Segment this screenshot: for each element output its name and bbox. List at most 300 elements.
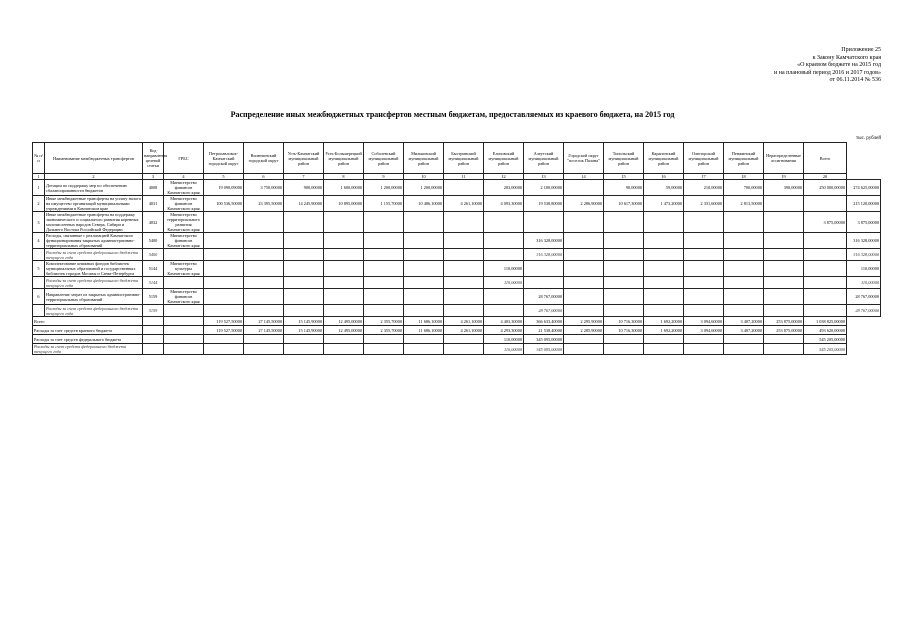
column-index: 17 — [684, 174, 724, 180]
row-value — [204, 249, 244, 261]
annex-line-2: к Закону Камчатского края — [812, 54, 881, 61]
row-value — [484, 212, 524, 233]
row-value — [324, 277, 364, 289]
summary-code — [143, 344, 164, 355]
summary-row — [33, 326, 881, 335]
row-value — [204, 289, 244, 305]
row-name: Направление затрат из закрытых административно-территориальных образований — [45, 289, 143, 305]
row-code: 5144 — [143, 261, 164, 277]
row-value: 1 473,20000 — [644, 196, 684, 212]
row-code: 5400 — [143, 233, 164, 249]
row-value — [724, 212, 764, 233]
column-header: Петропавловск-Камчатский городской округ — [204, 143, 244, 174]
row-value — [364, 277, 404, 289]
row-value — [244, 233, 284, 249]
row-value — [244, 277, 284, 289]
row-number — [33, 249, 45, 261]
summary-value: 3 407,20000 — [724, 317, 764, 326]
summary-value: 366 633,40000 — [524, 317, 564, 326]
row-value — [804, 249, 847, 261]
row-number — [33, 305, 45, 317]
row-value: 110,00000 — [484, 261, 524, 277]
summary-value: 2 355,70000 — [364, 317, 404, 326]
row-value — [564, 212, 604, 233]
row-value — [764, 233, 804, 249]
row-value: 1 155,70000 — [364, 196, 404, 212]
column-header: Алеутский муниципальный район — [524, 143, 564, 174]
summary-grbs — [164, 335, 204, 344]
summary-value — [564, 335, 604, 344]
row-value — [764, 196, 804, 212]
row-number: 6 — [33, 289, 45, 305]
column-header: Наименование межбюджетных трансфертов — [45, 143, 143, 174]
row-value — [444, 212, 484, 233]
row-value — [244, 305, 284, 317]
row-value: 110,00000 — [484, 277, 524, 289]
column-header: Тигильский муниципальный район — [604, 143, 644, 174]
column-index: 2 — [45, 174, 143, 180]
row-value — [764, 249, 804, 261]
row-grbs: Министерство финансов Камчатского края — [164, 233, 204, 249]
row-value — [644, 212, 684, 233]
row-value — [564, 249, 604, 261]
row-value — [284, 233, 324, 249]
column-header: Пенжинский муниципальный район — [724, 143, 764, 174]
row-grbs — [164, 305, 204, 317]
row-value — [364, 289, 404, 305]
table-subrow — [33, 249, 881, 261]
summary-value: 110,00000 — [484, 335, 524, 344]
annex-line-5: от 06.11.2014 № 536 — [829, 77, 881, 84]
row-value — [204, 305, 244, 317]
row-number: 2 — [33, 196, 45, 212]
row-value — [724, 261, 764, 277]
summary-value: 21 538,40000 — [524, 326, 564, 335]
table-row — [33, 212, 881, 233]
row-value — [684, 289, 724, 305]
column-index: 20 — [804, 174, 847, 180]
row-value — [204, 261, 244, 277]
summary-value — [284, 344, 324, 355]
row-value: 1 200,00000 — [364, 180, 404, 196]
summary-value — [644, 344, 684, 355]
row-grbs: Министерство культуры Камчатского края — [164, 261, 204, 277]
row-value — [604, 212, 644, 233]
row-value — [764, 212, 804, 233]
row-value — [724, 233, 764, 249]
row-value — [244, 289, 284, 305]
column-index: 14 — [564, 174, 604, 180]
row-value: 10 895,00000 — [324, 196, 364, 212]
row-value — [644, 277, 684, 289]
summary-value: 10 716,30000 — [604, 326, 644, 335]
summary-value: 4 403,30000 — [484, 317, 524, 326]
summary-value: 493 620,00000 — [804, 326, 847, 335]
row-value: 390,00000 — [764, 180, 804, 196]
row-value: 250 000,00000 — [804, 180, 847, 196]
summary-label: Расходы за счет средств федерального бюджета — [33, 335, 143, 344]
row-value — [524, 277, 564, 289]
row-code: 5144 — [143, 277, 164, 289]
column-header: Карагинский муниципальный район — [644, 143, 684, 174]
summary-value — [324, 335, 364, 344]
summary-value: 15 145,90000 — [284, 317, 324, 326]
row-value — [684, 233, 724, 249]
summary-value — [204, 335, 244, 344]
column-index: 18 — [724, 174, 764, 180]
column-index: 9 — [364, 174, 404, 180]
row-value: 1 200,00000 — [404, 180, 444, 196]
row-value — [364, 261, 404, 277]
row-value — [764, 277, 804, 289]
row-value — [244, 261, 284, 277]
row-value — [244, 249, 284, 261]
column-index: 3 — [143, 174, 164, 180]
column-index: 8 — [324, 174, 364, 180]
row-value — [684, 305, 724, 317]
table-header-row — [33, 143, 881, 174]
row-value — [324, 305, 364, 317]
summary-value — [764, 344, 804, 355]
summary-value: 15 145,90000 — [284, 326, 324, 335]
row-value — [324, 289, 364, 305]
summary-value: 545 205,00000 — [804, 344, 847, 355]
row-value — [404, 277, 444, 289]
summary-value: 1 692,20000 — [644, 326, 684, 335]
summary-label: Всего — [33, 317, 143, 326]
column-index: 12 — [484, 174, 524, 180]
row-value: 2 100,00000 — [524, 180, 564, 196]
row-value: 900,00000 — [284, 180, 324, 196]
row-value: 210,00000 — [684, 180, 724, 196]
row-value: 10 617,30000 — [604, 196, 644, 212]
summary-value: 253 875,00000 — [764, 317, 804, 326]
row-value — [404, 249, 444, 261]
summary-value — [724, 335, 764, 344]
summary-value: 110,00000 — [484, 344, 524, 355]
row-value — [204, 212, 244, 233]
table-subrow — [33, 277, 881, 289]
row-value — [564, 180, 604, 196]
row-value — [604, 277, 644, 289]
row-name: Расходы за счет средств федерального бюджета текущего года — [45, 305, 143, 317]
row-value — [644, 249, 684, 261]
row-value: 19 090,09000 — [204, 180, 244, 196]
summary-value: 545 205,00000 — [804, 335, 847, 344]
row-grbs: Министерство финансов Камчатского края — [164, 180, 204, 196]
row-grbs — [164, 249, 204, 261]
row-name: Иные межбюджетные трансферты на уплату налога на имущество организаций муниципальными учреждениями в Камчатском крае — [46, 196, 141, 211]
row-value: 316 328,00000 — [524, 249, 564, 261]
row-value — [444, 233, 484, 249]
table-body — [33, 180, 881, 355]
summary-value: 119 527,50000 — [204, 326, 244, 335]
row-number: 1 — [33, 180, 45, 196]
row-value — [484, 249, 524, 261]
row-total-value: 110,00000 — [847, 261, 881, 277]
summary-code — [143, 317, 164, 326]
row-value — [324, 249, 364, 261]
summary-row — [33, 344, 881, 355]
row-value — [404, 305, 444, 317]
row-value — [204, 233, 244, 249]
summary-value: 3 407,20000 — [724, 326, 764, 335]
row-value: 90,00000 — [604, 180, 644, 196]
row-value — [564, 261, 604, 277]
row-value — [284, 212, 324, 233]
row-total-value: 3 875,00000 — [847, 212, 881, 233]
row-number: 5 — [33, 261, 45, 277]
summary-grbs — [164, 317, 204, 326]
row-value — [564, 305, 604, 317]
summary-value: 345 095,00000 — [524, 335, 564, 344]
column-header: Всего — [804, 143, 847, 174]
summary-value: 345 095,00000 — [524, 344, 564, 355]
summary-value — [604, 335, 644, 344]
row-value — [804, 233, 847, 249]
row-value — [284, 305, 324, 317]
row-code: 5159 — [143, 289, 164, 305]
row-value: 28 767,00000 — [524, 289, 564, 305]
row-total-value: 316 328,00000 — [847, 233, 881, 249]
row-name: Комплектование книжных фондов библиотек муниципальных образований и государственных библиотек городов Москвы и Санкт-Петербурга — [45, 261, 143, 277]
row-value — [724, 289, 764, 305]
row-value — [364, 212, 404, 233]
row-value — [644, 305, 684, 317]
row-value — [764, 305, 804, 317]
summary-row — [33, 317, 881, 326]
row-value — [604, 249, 644, 261]
summary-value — [684, 344, 724, 355]
table-row — [33, 233, 881, 249]
column-header: Соболевский муниципальный район — [364, 143, 404, 174]
row-value — [444, 249, 484, 261]
column-index: 19 — [764, 174, 804, 180]
row-value — [724, 249, 764, 261]
row-value — [284, 249, 324, 261]
summary-value — [644, 335, 684, 344]
row-grbs: Министерство финансов Камчатского края — [164, 196, 204, 212]
column-index: 4 — [164, 174, 204, 180]
summary-label: Расходы за счет средств краевого бюджета — [33, 326, 143, 335]
summary-value — [444, 335, 484, 344]
units-label: тыс. рублей — [856, 136, 881, 141]
table-row — [33, 196, 881, 212]
row-code: 4008 — [143, 180, 164, 196]
transfers-table — [32, 142, 881, 355]
row-value: 100 536,50000 — [204, 196, 244, 212]
row-value — [724, 305, 764, 317]
summary-value: 119 527,50000 — [204, 317, 244, 326]
row-value — [684, 277, 724, 289]
row-total-value: 110,00000 — [847, 277, 881, 289]
row-name: Дотации по поддержку мер по обеспечению сбалансированности бюджетов — [45, 180, 143, 196]
row-value: 3 875,00000 — [804, 212, 847, 233]
row-value — [444, 180, 484, 196]
column-index: 15 — [604, 174, 644, 180]
row-value — [284, 277, 324, 289]
row-value — [324, 212, 364, 233]
row-value — [524, 212, 564, 233]
row-value — [324, 233, 364, 249]
row-value — [404, 261, 444, 277]
column-header: Нераспределенные ассигнования — [764, 143, 804, 174]
summary-value: 1 692,20000 — [644, 317, 684, 326]
row-value: 2 286,90000 — [564, 196, 604, 212]
row-grbs: Министерство территориального развития Камчатского края — [164, 212, 204, 233]
row-total-value: 316 328,00000 — [847, 249, 881, 261]
row-number — [33, 277, 45, 289]
summary-value — [444, 344, 484, 355]
row-value — [404, 212, 444, 233]
summary-code — [143, 326, 164, 335]
row-name: Расходы за счет средств федерального бюджета текущего года — [45, 277, 143, 289]
row-code: 5159 — [143, 305, 164, 317]
row-value — [444, 261, 484, 277]
column-index: 11 — [444, 174, 484, 180]
summary-value: 4 261,10000 — [444, 317, 484, 326]
row-value — [564, 277, 604, 289]
row-value — [644, 261, 684, 277]
summary-value — [364, 335, 404, 344]
summary-value: 3 094,60000 — [684, 326, 724, 335]
row-value — [804, 196, 847, 212]
row-value — [284, 289, 324, 305]
row-value: 2 813,50000 — [724, 196, 764, 212]
row-code: 4031 — [143, 196, 164, 212]
summary-value — [684, 335, 724, 344]
table-row — [33, 289, 881, 305]
row-value: 3 750,00000 — [244, 180, 284, 196]
row-total-value: 215 120,00000 — [847, 196, 881, 212]
row-value: 19 538,80000 — [524, 196, 564, 212]
column-header: № п/п — [33, 143, 45, 174]
row-name: Расходы за счет средств федерального бюджета текущего года — [45, 249, 143, 261]
row-value — [684, 261, 724, 277]
row-value — [804, 277, 847, 289]
summary-value — [284, 335, 324, 344]
column-header: Елизовский муниципальный район — [484, 143, 524, 174]
row-value — [684, 212, 724, 233]
summary-value: 27 145,50000 — [244, 326, 284, 335]
row-value — [364, 249, 404, 261]
summary-value: 27 145,50000 — [244, 317, 284, 326]
annex-line-4: и на плановый период 2016 и 2017 годов» — [774, 69, 881, 76]
row-total-value: 274 625,00000 — [847, 180, 881, 196]
summary-value: 12 495,00000 — [324, 326, 364, 335]
row-value — [324, 261, 364, 277]
summary-value — [764, 335, 804, 344]
column-index: 13 — [524, 174, 564, 180]
column-index: 16 — [644, 174, 684, 180]
row-value — [804, 261, 847, 277]
row-code: 4032 — [143, 212, 164, 233]
column-index: 1 — [33, 174, 45, 180]
summary-grbs — [164, 326, 204, 335]
column-index: 5 — [204, 174, 244, 180]
summary-value: 11 686,10000 — [404, 326, 444, 335]
summary-value — [244, 335, 284, 344]
row-value — [804, 289, 847, 305]
column-header: Мильковский муниципальный район — [404, 143, 444, 174]
table-subrow — [33, 305, 881, 317]
summary-label: Расходы за счет средств федерального бюджета текущего года — [33, 344, 143, 355]
row-value — [684, 249, 724, 261]
summary-value — [604, 344, 644, 355]
row-value — [644, 233, 684, 249]
row-value — [764, 261, 804, 277]
row-value — [484, 233, 524, 249]
summary-value: 3 094,60000 — [684, 317, 724, 326]
row-value: 10 486,10000 — [404, 196, 444, 212]
annex-line-3: «О краевом бюджете на 2015 год — [797, 62, 881, 69]
row-value — [404, 233, 444, 249]
row-value — [444, 305, 484, 317]
row-value — [404, 289, 444, 305]
summary-value: 11 686,10000 — [404, 317, 444, 326]
row-value: 28 767,00000 — [524, 305, 564, 317]
row-value — [724, 277, 764, 289]
row-value — [484, 289, 524, 305]
summary-value — [404, 344, 444, 355]
column-index: 10 — [404, 174, 444, 180]
summary-value: 2 355,70000 — [364, 326, 404, 335]
row-value: 700,00000 — [724, 180, 764, 196]
summary-value: 2 295,90000 — [564, 317, 604, 326]
column-header: ГРБС — [164, 143, 204, 174]
row-total-value: 28 767,00000 — [847, 289, 881, 305]
row-value: 23 395,50000 — [244, 196, 284, 212]
row-value: 203,00000 — [484, 180, 524, 196]
row-value — [644, 289, 684, 305]
row-value — [564, 233, 604, 249]
row-value — [364, 305, 404, 317]
column-index: 7 — [284, 174, 324, 180]
row-number: 4 — [33, 233, 45, 249]
summary-value — [724, 344, 764, 355]
row-code: 5400 — [143, 249, 164, 261]
summary-value — [324, 344, 364, 355]
summary-value: 253 875,00000 — [764, 326, 804, 335]
table-row — [33, 261, 881, 277]
row-value — [244, 212, 284, 233]
summary-value — [564, 344, 604, 355]
summary-grbs — [164, 344, 204, 355]
annex-block — [641, 47, 881, 85]
summary-value — [204, 344, 244, 355]
row-value — [204, 277, 244, 289]
column-header: Усть-Камчатский муниципальный район — [284, 143, 324, 174]
summary-value — [244, 344, 284, 355]
row-value: 1 600,00000 — [324, 180, 364, 196]
row-grbs: Министерство финансов Камчатского края — [164, 289, 204, 305]
row-value — [444, 289, 484, 305]
annex-line-1: Приложение 25 — [841, 47, 881, 53]
summary-row — [33, 335, 881, 344]
column-header: Код направления целевой статьи — [143, 143, 164, 174]
row-number: 3 — [33, 212, 45, 233]
summary-value: 12 495,00000 — [324, 317, 364, 326]
column-header: Вилючинский городской округ — [244, 143, 284, 174]
row-value — [604, 289, 644, 305]
row-value — [524, 261, 564, 277]
row-value — [604, 305, 644, 317]
summary-code — [143, 335, 164, 344]
row-value: 4 261,10000 — [444, 196, 484, 212]
row-value — [484, 305, 524, 317]
column-header: Олюторский муниципальный район — [684, 143, 724, 174]
row-value — [284, 261, 324, 277]
